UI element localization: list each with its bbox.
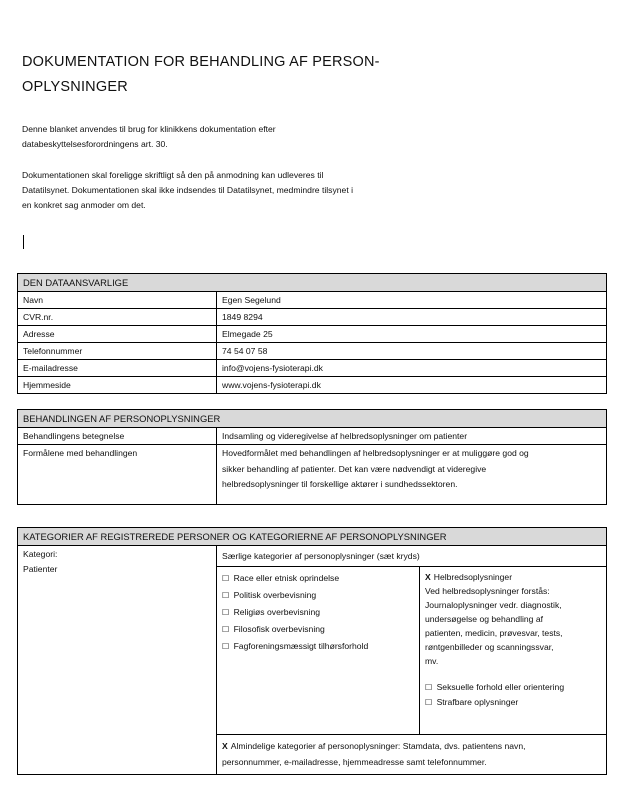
intro-paragraph (22, 122, 442, 152)
health-desc-line: mv. (425, 656, 439, 666)
processing-header: BEHANDLINGEN AF PERSONOPLYSNINGER (18, 410, 607, 428)
general-line: personnummer, e-mailadresse, hjemmeadresse samt telefonnummer. (222, 757, 487, 767)
special-categories-label: Særlige kategorier af personoplysninger (sæt kryds) (217, 546, 607, 567)
intro-paragraph-2 (22, 168, 442, 213)
purpose-line: helbredsoplysninger til forskellige aktører i sundhedssektoren. (222, 479, 458, 489)
checkbox-icon[interactable]: ☐ (425, 683, 433, 692)
intro-line: Dokumentationen skal foreligge skriftligt så den på anmodning kan udleveres til (22, 170, 324, 180)
row-label: Formålene med behandlingen (18, 445, 217, 505)
kategori-cell[interactable] (18, 546, 217, 775)
health-option[interactable] (425, 572, 512, 582)
checkbox-option[interactable] (222, 621, 414, 638)
row-label: Navn (18, 292, 217, 309)
checkbox-icon[interactable]: ☐ (222, 608, 230, 617)
general-line: Almindelige kategorier af personoplysninger: Stamdata, dvs. patientens navn, (230, 741, 526, 751)
processing-table (17, 409, 607, 505)
row-label: CVR.nr. (18, 309, 217, 326)
health-desc-line: undersøgelse og behandling af (425, 614, 544, 624)
title-line-1: DOKUMENTATION FOR BEHANDLING AF PERSON- (22, 54, 380, 70)
health-desc-line: røntgenbilleder og scanningssvar, (425, 642, 554, 652)
checkbox-icon[interactable]: ☐ (222, 591, 230, 600)
health-desc-line: patienten, medicin, prøvesvar, tests, (425, 628, 563, 638)
intro-line: databeskyttelsesforordningens art. 30. (22, 139, 168, 149)
table-row (18, 428, 607, 445)
table-row (18, 292, 607, 309)
table-row (18, 326, 607, 343)
row-value[interactable]: Elmegade 25 (217, 326, 607, 343)
table-row (18, 546, 607, 567)
option-label: Race eller etnisk oprindelse (233, 573, 340, 583)
row-label: Behandlingens betegnelse (18, 428, 217, 445)
purpose-value[interactable] (217, 445, 607, 505)
kategori-label: Kategori: (23, 549, 58, 559)
checked-mark[interactable]: X (222, 741, 228, 751)
row-value[interactable]: Egen Segelund (217, 292, 607, 309)
purpose-line: Hovedformålet med behandlingen af helbredsoplysninger er at muliggøre god og (222, 448, 529, 458)
row-label: Telefonnummer (18, 343, 217, 360)
health-desc-line: Journaloplysninger vedr. diagnostik, (425, 600, 562, 610)
row-label: Hjemmeside (18, 377, 217, 394)
option-label: Filosofisk overbevisning (233, 624, 325, 634)
controller-table (17, 273, 607, 394)
categories-table (17, 527, 607, 775)
intro-line: en konkret sag anmoder om det. (22, 200, 146, 210)
option-label: Helbredsoplysninger (433, 572, 513, 582)
table-row (18, 360, 607, 377)
purpose-line: sikker behandling af patienter. Det kan være nødvendigt at videregive (222, 463, 487, 474)
categories-header: KATEGORIER AF REGISTREREDE PERSONER OG KATEGORIERNE AF PERSONOPLYSNINGER (18, 528, 607, 546)
row-label: Adresse (18, 326, 217, 343)
kategori-value: Patienter (23, 564, 58, 574)
option-label: Fagforeningsmæssigt tilhørsforhold (233, 641, 369, 651)
document-title (22, 50, 502, 100)
row-value[interactable]: info@vojens-fysioterapi.dk (217, 360, 607, 377)
text-cursor[interactable] (23, 235, 24, 249)
table-row (18, 445, 607, 505)
row-value[interactable]: www.vojens-fysioterapi.dk (217, 377, 607, 394)
checkbox-icon[interactable]: ☐ (222, 642, 230, 651)
table-row (18, 309, 607, 326)
checkbox-icon[interactable]: ☐ (222, 625, 230, 634)
option-label: Religiøs overbevisning (233, 607, 321, 617)
intro-line: Datatilsynet. Dokumentationen skal ikke indsendes til Datatilsynet, medmindre tilsynet i (22, 185, 354, 195)
checkbox-option[interactable] (425, 680, 601, 695)
table-row (18, 343, 607, 360)
checkbox-option[interactable] (222, 587, 414, 604)
row-value[interactable]: 1849 8294 (217, 309, 607, 326)
intro-line: Denne blanket anvendes til brug for klinikkens dokumentation efter (22, 124, 276, 134)
checkbox-icon[interactable]: ☐ (222, 574, 230, 583)
checkbox-option[interactable] (222, 604, 414, 621)
checkbox-icon[interactable]: ☐ (425, 698, 433, 707)
row-value[interactable]: 74 54 07 58 (217, 343, 607, 360)
row-label: E-mailadresse (18, 360, 217, 377)
option-label: Seksuelle forhold eller orientering (436, 682, 565, 692)
checkbox-option[interactable] (222, 570, 414, 587)
row-value[interactable]: Indsamling og videregivelse af helbredsoplysninger om patienter (217, 428, 607, 445)
controller-header: DEN DATAANSVARLIGE (18, 274, 607, 292)
general-categories[interactable] (217, 735, 607, 775)
table-row (18, 377, 607, 394)
option-label: Strafbare oplysninger (436, 697, 519, 707)
title-line-2: OPLYSNINGER (22, 79, 128, 95)
checkbox-option[interactable] (222, 638, 414, 655)
special-options-left (217, 567, 420, 735)
checkbox-option[interactable] (425, 695, 601, 710)
checked-mark[interactable]: X (425, 572, 431, 582)
health-desc-line: Ved helbredsoplysninger forstås: (425, 586, 550, 596)
special-options-right (420, 567, 607, 735)
option-label: Politisk overbevisning (233, 590, 317, 600)
